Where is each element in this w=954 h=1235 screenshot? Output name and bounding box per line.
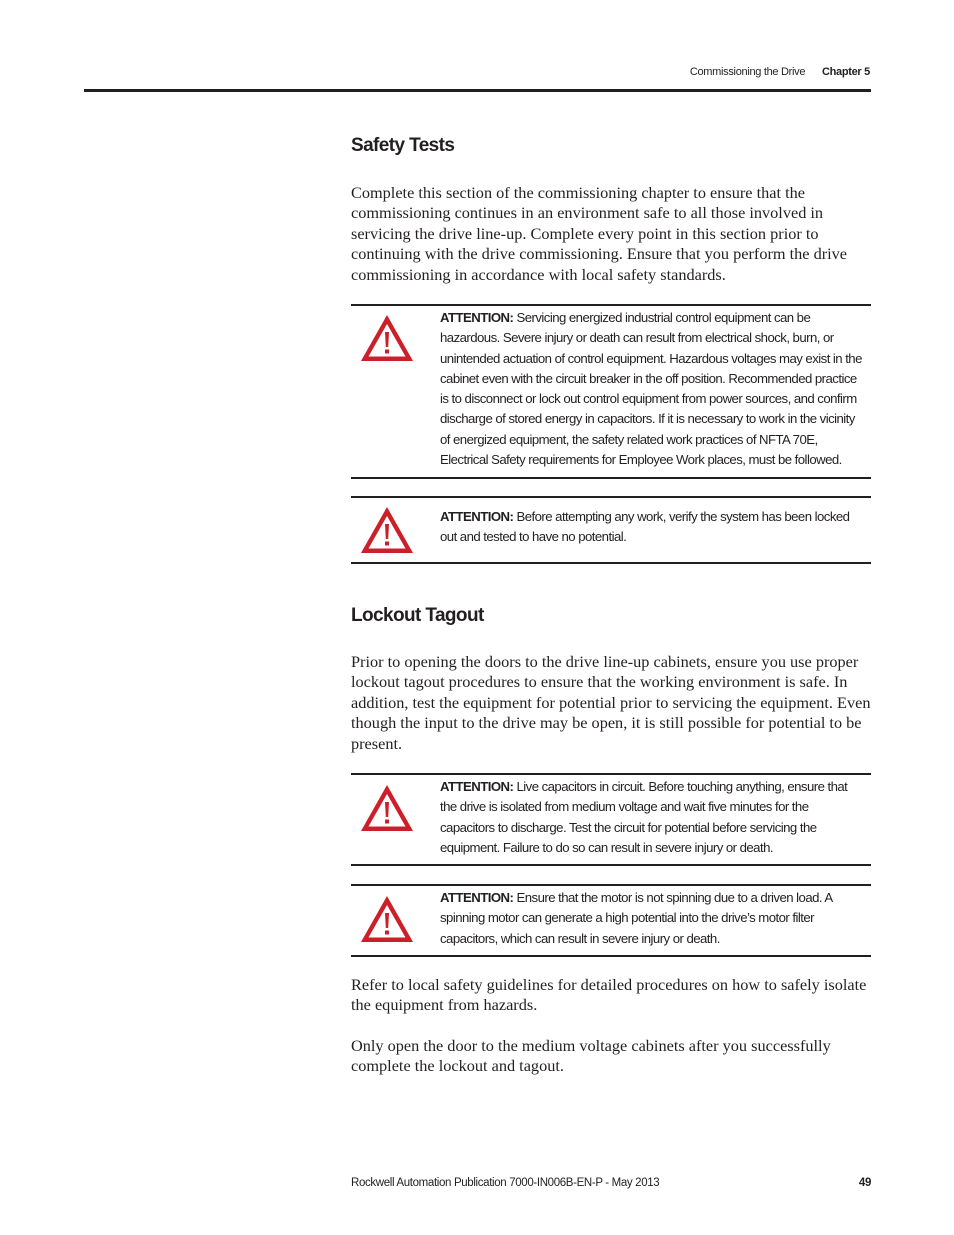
page-number: 49 [858,1177,871,1189]
attention-message [440,507,865,548]
lockout-tagout-paragraph-2: Refer to local safety guidelines for detailed procedures on how to safely isolate the equipment from hazards. [351,975,867,1015]
safety-tests-heading: Safety Tests [351,135,455,156]
warning-triangle-icon [359,505,415,555]
attention-label: ATTENTION: [440,779,514,794]
lockout-tagout-paragraph-3: Only open the door to the medium voltage cabinets after you successfully complete the lockout and tagout. [351,1036,831,1076]
attention-text: Servicing energized industrial control equipment can be hazardous. Severe injury or death can result from electrical shock, burn, or unintended actuation of control equipment. Hazardous voltages may exist in the cabinet even with the circuit breaker in the off position. Recommended practice is to disconnect or lock out control equipment from power sources, and confirm discharge of stored energy in capacitors. If it is necessary to work in the vicinity of energized equipment, the safety related work practices of NFTA 70E, Electrical Safety requirements for Employee Work places, must be followed. [440,310,862,468]
page-footer [351,1177,871,1189]
warning-triangle-icon [359,313,415,363]
attention-text: Ensure that the motor is not spinning due to a driven load. A spinning motor can generate a high potential into the drive’s motor filter capacitors, which can result in severe injury or death. [440,890,832,946]
attention-text: Live capacitors in circuit. Before touching anything, ensure that the drive is isolated from medium voltage and wait five minutes for the capacitors to discharge. Test the circuit for potential before servicing the equipment. Failure to do so can result in severe injury or death. [440,779,848,855]
header-rule [84,89,871,92]
attention-box [351,304,871,479]
attention-text: Before attempting any work, verify the system has been locked out and tested to have no potential. [440,509,850,545]
running-header [690,66,870,78]
lockout-tagout-intro: Prior to opening the doors to the drive line-up cabinets, ensure you use proper lockout tagout procedures to ensure that the working environment is safe. In addition, test the equipment for potential prior to servicing the equipment. Even though the input to the drive may be open, it is still possible for potential to be present. [351,652,871,753]
lockout-tagout-heading: Lockout Tagout [351,605,484,626]
attention-message [440,777,865,858]
attention-message [440,888,865,949]
warning-triangle-icon [359,894,415,944]
attention-label: ATTENTION: [440,890,514,905]
attention-label: ATTENTION: [440,310,514,325]
header-section-title: Commissioning the Drive [689,66,806,78]
attention-box [351,884,871,957]
attention-box [351,496,871,564]
attention-message [440,308,865,470]
safety-tests-intro: Complete this section of the commissioning chapter to ensure that the commissioning continues in an environment safe to all those involved in servicing the drive line-up. Complete every point in this section prior to continuing with the drive commissioning. Ensure that you perform the drive commissioning in accordance with local safety standards. [351,183,848,284]
warning-triangle-icon [359,783,415,833]
publication-info: Rockwell Automation Publication 7000-IN006B-EN-P - May 2013 [351,1177,660,1189]
header-chapter: Chapter 5 [821,66,870,78]
attention-box [351,773,871,866]
attention-label: ATTENTION: [440,509,514,524]
